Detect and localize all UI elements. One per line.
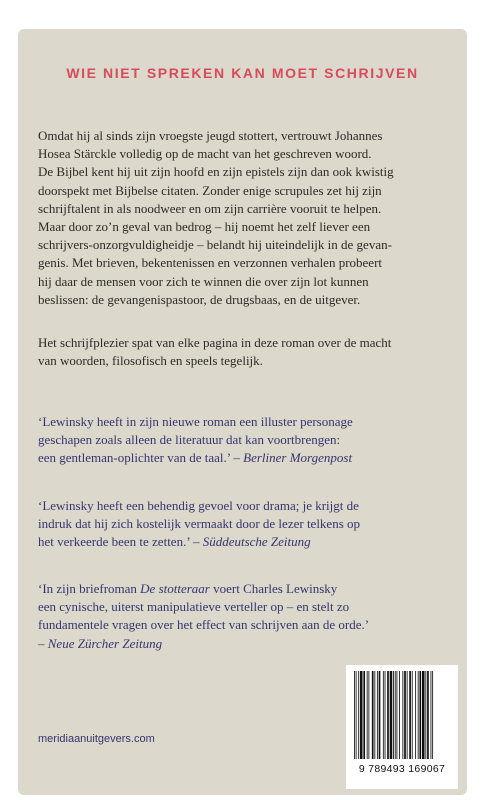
barcode-bar — [367, 671, 368, 759]
barcode-bar — [374, 671, 375, 759]
barcode-bar — [425, 671, 426, 759]
barcode-bar — [395, 671, 396, 759]
barcode-bar — [372, 671, 374, 759]
quote-line: ‘Lewinsky heeft een behendig gevoel voor drama; je krijgt de — [38, 498, 359, 513]
quote-source: Süddeutsche Zeitung — [202, 534, 311, 550]
barcode-bar — [379, 671, 381, 759]
barcode-bar — [412, 671, 413, 759]
closing-line: Het schrijfplezier spat van elke pagina in deze roman over de macht — [38, 335, 392, 350]
description-line: doorspekt met Bijbelse citaten. Zonder enige scrupules zet hij zijn — [38, 182, 382, 198]
quote-line: ‘Lewinsky heeft in zijn nieuwe roman een illuster personage — [38, 414, 353, 429]
barcode-bar — [407, 671, 408, 759]
quote-dash: – — [38, 635, 48, 651]
barcode-bar — [356, 671, 357, 759]
closing-line: van woorden, filosofisch en speels tegelijk. — [38, 353, 263, 369]
description-line: genis. Met brieven, bekentenissen en verzonnen verhalen probeert — [38, 255, 383, 271]
barcode-bar — [354, 671, 355, 759]
barcode-bar — [358, 671, 359, 759]
barcode-bar — [368, 671, 369, 759]
description-line: De Bijbel kent hij uit zijn hoofd en zijn epistels zijn dan ook kwistig — [38, 164, 394, 180]
barcode-bar — [415, 671, 416, 759]
barcode-bar — [360, 671, 363, 759]
barcode-bar — [385, 671, 386, 759]
description-line: Hosea Stärckle volledig op de macht van het geschreven woord. — [38, 146, 372, 162]
barcode-bar — [404, 671, 406, 759]
description-line: hij daar de mensen voor zich te winnen die over zijn lot kunnen — [38, 273, 369, 289]
description-line: Omdat hij al sinds zijn vroegste jeugd stottert, vertrouwt Johannes — [38, 128, 383, 143]
publisher-website[interactable]: meridiaanuitgevers.com — [38, 733, 155, 745]
back-cover — [18, 29, 467, 795]
barcode-bar — [387, 671, 389, 759]
barcode-icon — [352, 671, 452, 761]
description-line: Maar door zo’n geval van bedrog – hij noemt het zelf liever een — [38, 219, 371, 235]
barcode-bar — [383, 671, 384, 759]
barcode-bar — [422, 671, 425, 759]
barcode-bar — [432, 671, 433, 759]
quote-line: voert Charles Lewinsky — [209, 581, 338, 596]
review-quote-suddeutsche-zeitung — [38, 497, 450, 552]
quote-line: ‘In zijn briefroman — [38, 581, 141, 596]
barcode-bar — [402, 671, 403, 759]
barcode-bar — [427, 671, 429, 759]
description-paragraph — [38, 127, 450, 309]
barcode-bar — [390, 671, 393, 759]
description-line: beslissen: de gevangenispastoor, de drugsbaas, en de uitgever. — [38, 291, 361, 307]
isbn-number: 9 789493 169067 — [358, 763, 446, 775]
tagline: WIE NIET SPREKEN KAN MOET SCHRIJVEN — [66, 65, 419, 81]
barcode-bar — [431, 671, 432, 759]
review-quote-berliner-morgenpost — [38, 413, 450, 468]
barcode-bar — [409, 671, 411, 759]
barcode-bar — [399, 671, 400, 759]
description-line: schrijvers-onzorgvuldigheidje – belandt hij uiteindelijk in de gevan- — [38, 237, 392, 253]
quote-source: Berliner Morgenpost — [243, 450, 353, 466]
barcode-bar — [363, 671, 365, 759]
barcode-bar — [393, 671, 394, 759]
review-quote-neue-zurcher-zeitung — [38, 580, 450, 653]
quote-line: een cynische, uiterst manipulatieve verteller op – en stelt zo — [38, 599, 350, 615]
barcode-bar — [377, 671, 378, 759]
quote-line: een gentleman-oplichter van de taal.’ – — [38, 450, 240, 466]
description-line: schrijftalent in als noodweer en om zijn carrière vooruit te helpen. — [38, 200, 382, 216]
book-title: De stotteraar — [140, 581, 210, 596]
quote-line: indruk dat hij zich kostelijk vermaakt door de lezer telkens op — [38, 516, 361, 532]
barcode-bar — [418, 671, 419, 759]
barcode-bar — [397, 671, 398, 759]
quote-line: het verkeerde been te zetten.’ – — [38, 534, 200, 550]
barcode-bar — [419, 671, 421, 759]
quote-line: fundamentele vragen over het effect van schrijven aan de orde.’ — [38, 617, 370, 633]
isbn-barcode — [346, 665, 458, 789]
closing-paragraph — [38, 334, 450, 370]
quote-line: geschapen zoals alleen de literatuur dat kan voortbrengen: — [38, 432, 341, 448]
quote-source: Neue Zürcher Zeitung — [47, 635, 163, 651]
